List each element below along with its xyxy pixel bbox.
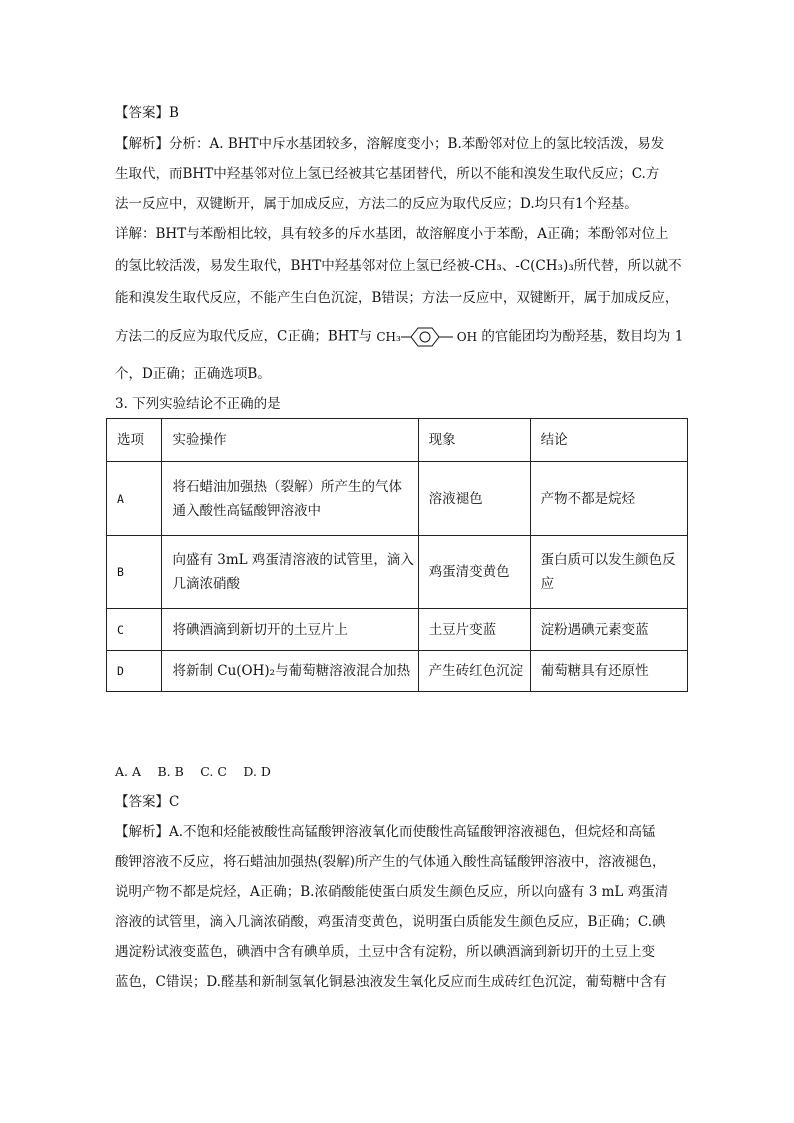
row-phenomenon: 产生砖红色沉淀: [418, 651, 530, 692]
row-operation: [162, 462, 418, 536]
analysis-line: 法一反应中，双键断开，属于加成反应，方法二的反应为取代反应；D.均只有1个羟基。: [115, 196, 638, 212]
row-operation: 将碘酒滴到新切开的土豆片上: [162, 609, 418, 651]
row-conclusion: [530, 536, 687, 609]
explanation-line: 【解析】A.不饱和烃能被酸性高锰酸钾溶液氧化而使酸性高锰酸钾溶液褪色，但烷烃和高锰: [115, 824, 656, 840]
row-operation: 将新制 Cu(OH)₂与葡萄糖溶液混合加热: [162, 651, 418, 692]
explanation-line: 溶液的试管里，滴入几滴浓硝酸，鸡蛋清变黄色，说明蛋白质能发生颜色反应，B正确；C.碘: [115, 914, 666, 930]
row-option: C: [107, 609, 162, 651]
explanation-line: 遇淀粉试液变蓝色，碘酒中含有碘单质，土豆中含有淀粉，所以碘酒滴到新切开的土豆上变: [115, 944, 655, 960]
explanation-line: 酸钾溶液不反应，将石蜡油加强热(裂解)所产生的气体通入酸性高锰酸钾溶液中，溶液褪色，: [115, 854, 666, 870]
analysis-line: 生取代，而BHT中羟基邻对位上氢已经被其它基团替代，所以不能和溴发生取代反应；C.方: [115, 166, 660, 182]
row-operation-line: 通入酸性高锰酸钾溶液中: [172, 502, 321, 519]
row-conclusion: 产物不都是烷烃: [530, 462, 687, 536]
header-operation: 实验操作: [162, 419, 418, 462]
row-conclusion: 淀粉遇碘元素变蓝: [530, 609, 687, 651]
row-phenomenon: 鸡蛋清变黄色: [418, 536, 530, 609]
row-operation: [162, 536, 418, 609]
table-row: [107, 609, 688, 651]
hydroxyl-label: OH: [456, 330, 478, 344]
explanation-line: 说明产物不都是烷烃，A正确；B.浓硝酸能使蛋白质发生颜色反应，所以向盛有 3 mL 鸡蛋清: [115, 884, 669, 900]
table-row: [107, 462, 688, 536]
analysis-line: 能和溴发生取代反应，不能产生白色沉淀，B错误；方法一反应中，双键断开，属于加成反应，: [115, 290, 679, 306]
row-conclusion: 葡萄糖具有还原性: [530, 651, 687, 692]
benzene-ring-icon: [401, 326, 457, 348]
header-conclusion: 结论: [530, 419, 687, 462]
table-row: [107, 536, 688, 609]
methyl-label: CH₃: [376, 330, 401, 344]
question-title: 3. 下列实验结论不正确的是: [115, 396, 281, 412]
header-phenomenon: 现象: [418, 419, 530, 462]
analysis-line: 【解析】分析：A. BHT中斥水基团较多，溶解度变小；B.苯酚邻对位上的氢比较活泼，易发: [115, 136, 665, 152]
row-phenomenon: 溶液褪色: [418, 462, 530, 536]
header-option: 选项: [107, 419, 162, 462]
row-conclusion-line: 应: [540, 576, 555, 592]
answer-label-2: 【答案】C: [115, 794, 180, 810]
cresol-structure: [376, 326, 477, 348]
row-option: D: [107, 651, 162, 692]
explanation-line: 蓝色，C错误；D.醛基和新制氢氧化铜悬浊液发生氧化反应而生成砖红色沉淀，葡萄糖中含有: [115, 974, 667, 990]
row-operation-line: 向盛有 3mL 鸡蛋清溶液的试管里，滴入: [172, 552, 414, 568]
row-operation-line: 几滴浓硝酸: [172, 576, 240, 592]
row-option: B: [107, 536, 162, 609]
answer-label-1: 【答案】B: [115, 105, 179, 121]
analysis-text-before: 方法二的反应为取代反应，C正确；BHT与: [115, 328, 373, 345]
table-row: [107, 651, 688, 692]
answer-choices: A. A B. B C. C D. D: [115, 764, 271, 779]
row-option: A: [107, 462, 162, 536]
row-phenomenon: 土豆片变蓝: [418, 609, 530, 651]
analysis-line-with-molecule: [115, 326, 683, 348]
experiment-table: [106, 418, 688, 692]
analysis-line: 个，D正确；正确选项B。: [115, 366, 271, 382]
row-conclusion-line: 蛋白质可以发生颜色反: [540, 552, 676, 568]
analysis-line: 详解：BHT与苯酚相比较，具有较多的斥水基团，故溶解度小于苯酚，A正确；苯酚邻对位上: [115, 226, 669, 242]
row-operation-line: 将石蜡油加强热（裂解）所产生的气体: [172, 478, 402, 495]
analysis-line: 的氢比较活泼，易发生取代，BHT中羟基邻对位上氢已经被-CH₃、-C(CH₃)₃所代替，所以就不: [115, 258, 682, 274]
table-header-row: [107, 419, 688, 462]
analysis-text-after: 的官能团均为酚羟基，数目均为 1: [481, 328, 684, 345]
